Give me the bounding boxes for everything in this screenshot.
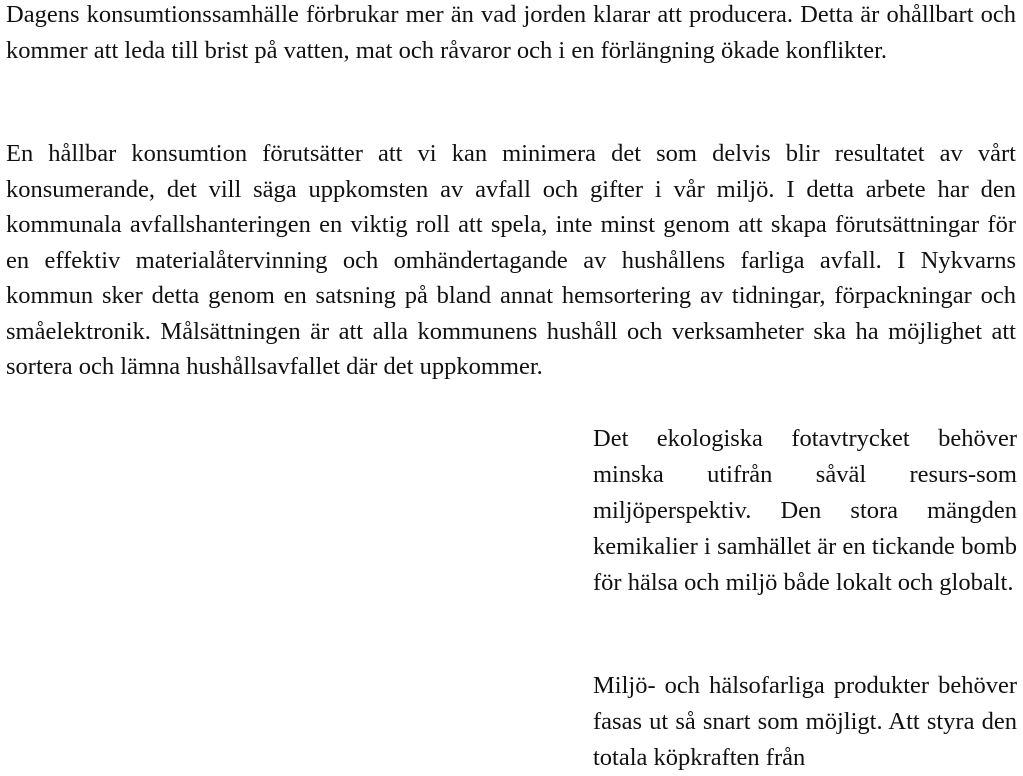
paragraph-ecological-footprint: Det ekologiska fotavtrycket behöver minska utifrån såväl resurs-som miljöperspektiv. Den stora mängden kemikalier i samhället är en tickande bomb för hälsa och miljö både lokalt och globalt. xyxy=(593,425,1017,596)
paragraph-hazardous-products: Miljö- och hälsofarliga produkter behöver fasas ut så snart som möjligt. Att styra den totala köpkraften från xyxy=(593,672,1017,771)
paragraph-consumption-society: Dagens konsumtionssamhälle förbrukar mer än vad jorden klarar att producera. Detta är ohållbart och kommer att leda till brist på vatten, mat och råvaror och i en förlängning ökade konflikter. xyxy=(6,1,1016,64)
paragraph-sustainable-consumption: En hållbar konsumtion förutsätter att vi kan minimera det som delvis blir resultatet av vårt konsumerande, det vill säga uppkomsten av avfall och gifter i vår miljö. I detta arbete har den kommunala avfallshanteringen en viktig roll att spela, inte minst genom att skapa förutsättningar för en effektiv materialåtervinning och omhändertagande av hushållens farliga avfall. I Nykvarns kommun sker detta genom en satsning på bland annat hemsortering av tidningar, förpackningar och småelektronik. Målsättningen är att alla kommunens hushåll och verksamheter ska ha möjlighet att sortera och lämna hushållsavfallet där det uppkommer. xyxy=(6,140,1016,380)
